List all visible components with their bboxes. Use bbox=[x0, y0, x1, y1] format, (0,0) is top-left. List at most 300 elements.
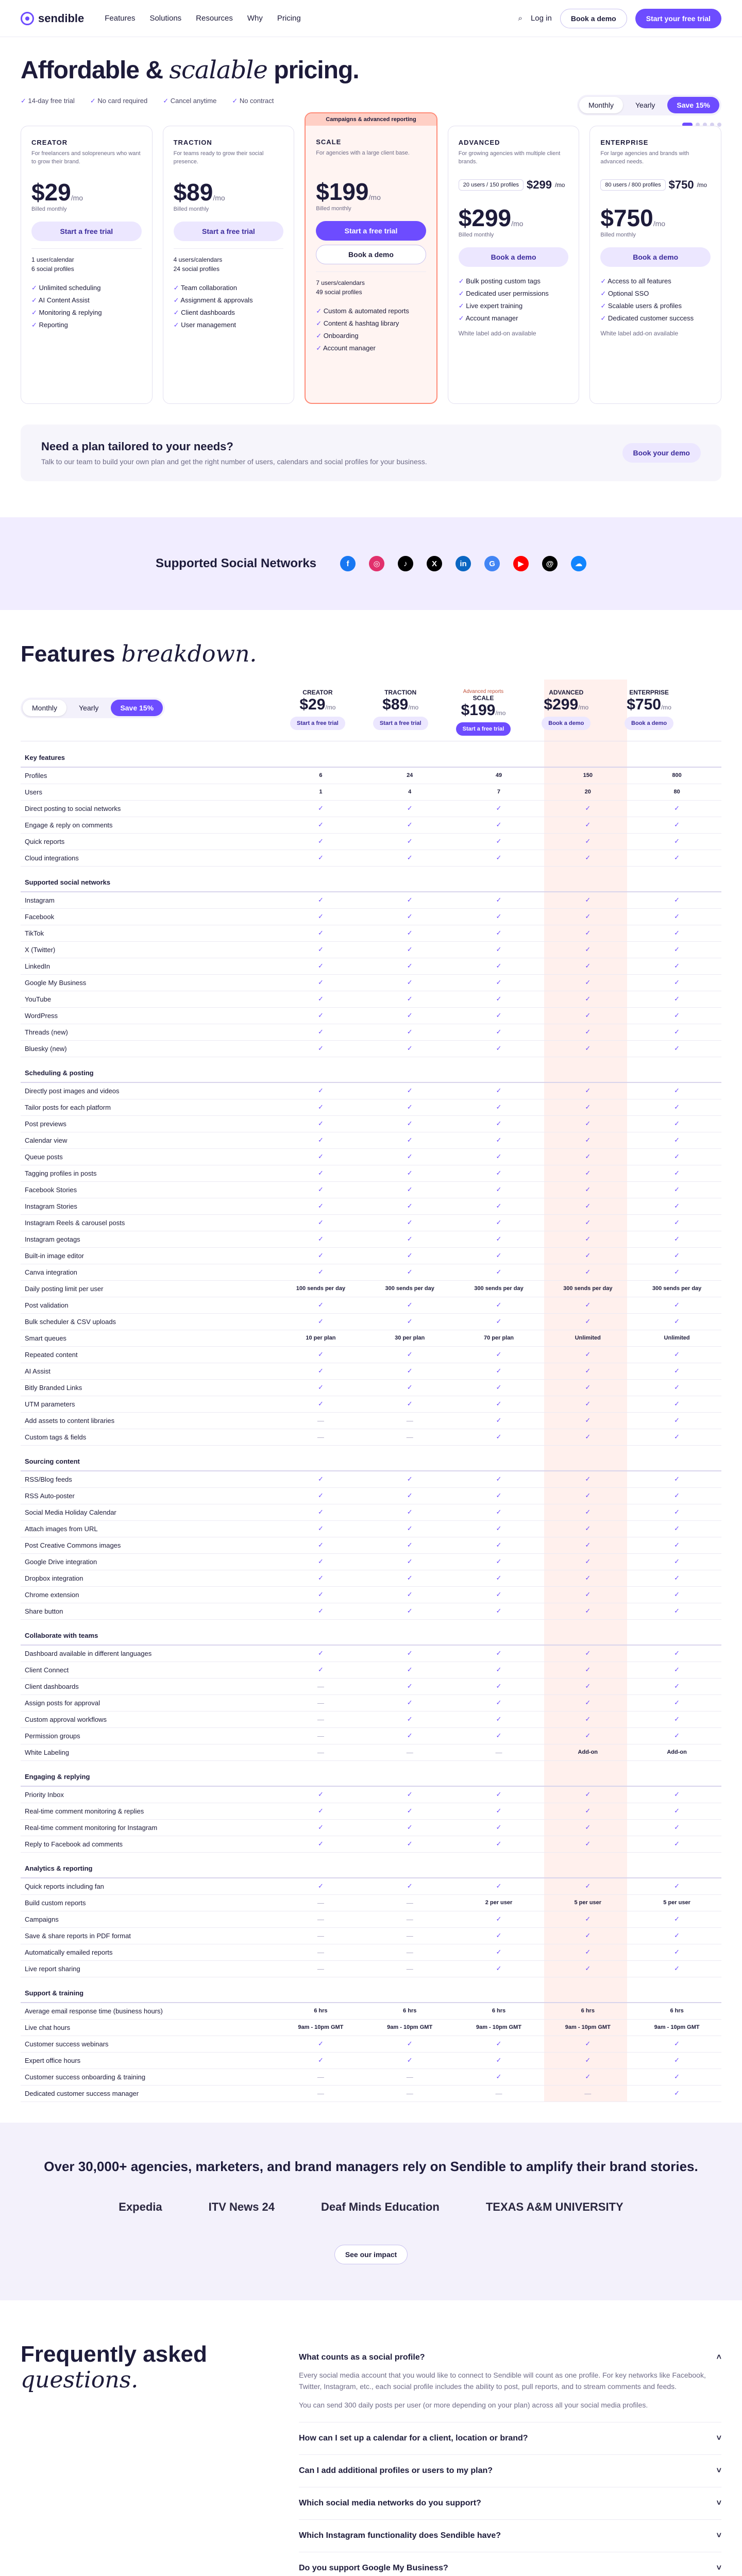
feature-col-name: ADVANCED bbox=[549, 689, 584, 696]
check-icon: ✓ bbox=[276, 1148, 365, 1165]
plan-size-option[interactable]: 20 users / 150 profiles bbox=[459, 179, 524, 191]
check-icon: ✓ bbox=[543, 941, 632, 958]
feature-label: Engage & reply on comments bbox=[21, 817, 276, 833]
table-row bbox=[21, 1346, 721, 1363]
dash-icon: — bbox=[365, 1412, 454, 1429]
price-per: /mo bbox=[511, 219, 524, 228]
feature-label: Tagging profiles in posts bbox=[21, 1165, 276, 1181]
check-icon: ✓ bbox=[454, 1553, 544, 1570]
check-icon: ✓ bbox=[632, 1040, 721, 1057]
check-icon: ✓ bbox=[454, 1927, 544, 1944]
price-value: $750 bbox=[600, 205, 653, 231]
check-icon: ✓ bbox=[276, 1313, 365, 1330]
plan-desc: For teams ready to grow their social presence. bbox=[173, 150, 264, 165]
check-icon: ✓ bbox=[543, 1960, 632, 1977]
check-icon: ✓ bbox=[365, 1662, 454, 1678]
feature-label: Expert office hours bbox=[21, 2052, 276, 2069]
plan-feature: ✓ Client dashboards bbox=[174, 307, 284, 319]
check-icon: ✓ bbox=[365, 1313, 454, 1330]
plan-price bbox=[459, 204, 569, 232]
feature-value: 2 per user bbox=[454, 1894, 544, 1911]
check-icon: ✓ bbox=[365, 991, 454, 1007]
dash-icon: — bbox=[454, 1744, 544, 1760]
check-icon: ✓ bbox=[276, 1181, 365, 1198]
features-section bbox=[0, 641, 742, 2102]
feature-value: 30 per plan bbox=[365, 1330, 454, 1346]
plan-feature: ✓ Assignment & approvals bbox=[174, 294, 284, 307]
plan-tail-note: White label add-on available bbox=[458, 330, 536, 337]
check-icon: ✓ bbox=[276, 1878, 365, 1894]
check-icon: ✓ bbox=[454, 2036, 544, 2052]
brand-logos bbox=[21, 2200, 721, 2214]
plan-card-scale bbox=[305, 112, 437, 404]
plan-limits: 4 users/calendars 24 social profiles bbox=[174, 248, 284, 274]
nav-link-why[interactable]: Why bbox=[247, 14, 263, 23]
check-icon: ✓ bbox=[632, 1214, 721, 1231]
feature-col-cta[interactable]: Start a free trial bbox=[373, 717, 428, 730]
check-icon: ✓ bbox=[632, 1007, 721, 1024]
check-icon: ✓ bbox=[543, 1504, 632, 1520]
check-icon: ✓ bbox=[632, 1694, 721, 1711]
check-icon: ✓ bbox=[543, 2052, 632, 2069]
nav-links bbox=[105, 14, 300, 23]
toggle-yearly[interactable]: Yearly bbox=[635, 101, 655, 109]
plan-price bbox=[600, 204, 711, 232]
feature-label: Bitly Branded Links bbox=[21, 1379, 276, 1396]
plan-name: CREATOR bbox=[31, 139, 68, 146]
check-icon: ✓ bbox=[454, 800, 544, 817]
check-icon: ✓ bbox=[276, 1297, 365, 1313]
check-icon: ✓ bbox=[365, 1247, 454, 1264]
table-row bbox=[21, 1330, 721, 1346]
check-icon: ✓ bbox=[543, 1165, 632, 1181]
faq-item[interactable] bbox=[299, 2520, 721, 2552]
nav-trial-button[interactable]: Start your free trial bbox=[635, 9, 721, 28]
nav-link-features[interactable]: Features bbox=[105, 14, 136, 23]
table-row bbox=[21, 2019, 721, 2036]
nav-demo-button[interactable]: Book a demo bbox=[560, 9, 627, 28]
check-icon: ✓ bbox=[543, 1132, 632, 1148]
plan-price bbox=[316, 178, 426, 206]
dash-icon: — bbox=[276, 1694, 365, 1711]
check-icon: ✓ bbox=[454, 1024, 544, 1040]
check-icon: ✓ bbox=[276, 1247, 365, 1264]
nav-link-solutions[interactable]: Solutions bbox=[149, 14, 182, 23]
check-icon: ✓ bbox=[632, 958, 721, 974]
check-icon: ✓ bbox=[454, 1379, 544, 1396]
feature-label: Custom tags & fields bbox=[21, 1429, 276, 1445]
table-row bbox=[21, 1727, 721, 1744]
feature-label: Users bbox=[21, 784, 276, 800]
feature-col-creator bbox=[276, 689, 359, 736]
check-icon: ✓ bbox=[632, 1231, 721, 1247]
check-icon: ✓ bbox=[276, 1586, 365, 1603]
table-row bbox=[21, 1836, 721, 1852]
check-icon: ✓ bbox=[454, 892, 544, 908]
dash-icon: — bbox=[365, 2085, 454, 2102]
check-icon: ✓ bbox=[365, 1181, 454, 1198]
check-icon: ✓ bbox=[454, 1396, 544, 1412]
feature-label: Dedicated customer success manager bbox=[21, 2085, 276, 2102]
nav-link-resources[interactable]: Resources bbox=[196, 14, 233, 23]
plan-billing: Billed monthly bbox=[173, 206, 209, 212]
nav-link-pricing[interactable]: Pricing bbox=[277, 14, 301, 23]
table-row bbox=[21, 2036, 721, 2052]
feature-label: Save & share reports in PDF format bbox=[21, 1927, 276, 1944]
faq-item[interactable] bbox=[299, 2487, 721, 2520]
table-row bbox=[21, 1165, 721, 1181]
section-title: Supported social networks bbox=[21, 866, 721, 892]
check-icon: ✓ bbox=[365, 892, 454, 908]
check-icon: ✓ bbox=[632, 941, 721, 958]
check-icon: ✓ bbox=[454, 1412, 544, 1429]
logo[interactable] bbox=[21, 12, 84, 25]
plan-size-option[interactable]: 80 users / 800 profiles bbox=[600, 179, 665, 191]
feature-label: White Labeling bbox=[21, 1744, 276, 1760]
plan-demo-button[interactable]: Book a demo bbox=[316, 245, 426, 264]
table-row bbox=[21, 974, 721, 991]
feature-label: Profiles bbox=[21, 767, 276, 784]
check-icon: ✓ bbox=[632, 1819, 721, 1836]
check-icon: ✓ bbox=[454, 1040, 544, 1057]
chevron-down-icon: ˅ bbox=[716, 2563, 721, 2572]
fc-price: $89 bbox=[382, 696, 409, 713]
check-icon: ✓ bbox=[276, 1040, 365, 1057]
check-icon: ✓ bbox=[276, 1165, 365, 1181]
check-icon: ✓ bbox=[276, 1836, 365, 1852]
feature-label: Post previews bbox=[21, 1115, 276, 1132]
feature-label: Customer success onboarding & training bbox=[21, 2069, 276, 2085]
check-icon: ✓ bbox=[365, 1603, 454, 1619]
feature-value: 300 sends per day bbox=[543, 1280, 632, 1297]
plan-cta-button[interactable]: Start a free trial bbox=[174, 222, 284, 241]
check-icon: ✓ bbox=[543, 925, 632, 941]
check-icon: ✓ bbox=[632, 800, 721, 817]
check-icon: ✓ bbox=[543, 1115, 632, 1132]
check-icon: ✓ bbox=[632, 1803, 721, 1819]
check-icon: ✓ bbox=[543, 1099, 632, 1115]
check-icon: ✓ bbox=[632, 1471, 721, 1487]
table-row bbox=[21, 1471, 721, 1487]
check-icon: ✓ bbox=[454, 1645, 544, 1662]
check-icon: ✓ bbox=[276, 1553, 365, 1570]
feature-value: 6 hrs bbox=[276, 2003, 365, 2019]
logo-text: sendible bbox=[38, 11, 85, 25]
plan-desc: For agencies with a large client base. bbox=[316, 150, 410, 156]
plan-features bbox=[174, 282, 284, 331]
hero-check: ✓ 14-day free trial bbox=[21, 97, 75, 105]
table-row bbox=[21, 1148, 721, 1165]
hero-check: ✓ No contract bbox=[232, 97, 274, 105]
plan-cta-button[interactable]: Start a free trial bbox=[316, 221, 426, 241]
feature-label: Calendar view bbox=[21, 1132, 276, 1148]
check-icon: ✓ bbox=[276, 892, 365, 908]
feature-value: 9am - 10pm GMT bbox=[454, 2019, 544, 2036]
check-icon: ✓ bbox=[632, 1297, 721, 1313]
check-icon: ✓ bbox=[632, 1504, 721, 1520]
check-icon: ✓ bbox=[276, 817, 365, 833]
check-icon: ✓ bbox=[632, 1379, 721, 1396]
check-icon: ✓ bbox=[543, 1786, 632, 1803]
plan-feature: ✓ Content & hashtag library bbox=[316, 317, 426, 330]
search-icon[interactable]: ⌕ bbox=[518, 14, 522, 23]
feature-section-header bbox=[21, 1445, 721, 1471]
check-icon: ✓ bbox=[632, 908, 721, 925]
feature-value: 800 bbox=[632, 767, 721, 784]
billing-toggle[interactable] bbox=[577, 95, 721, 115]
feature-col-cta[interactable]: Book a demo bbox=[542, 717, 591, 730]
ft-toggle-yearly[interactable]: Yearly bbox=[79, 703, 99, 712]
check-icon: ✓ bbox=[276, 925, 365, 941]
check-icon: ✓ bbox=[365, 817, 454, 833]
feature-label: AI Assist bbox=[21, 1363, 276, 1379]
faq-list bbox=[299, 2342, 721, 2576]
nav-left bbox=[21, 12, 301, 25]
feature-col-name: SCALE bbox=[473, 694, 494, 702]
check-icon: ✓ bbox=[632, 2069, 721, 2085]
login-link[interactable]: Log in bbox=[530, 14, 552, 23]
check-icon: ✓ bbox=[632, 1786, 721, 1803]
table-row bbox=[21, 833, 721, 850]
features-table bbox=[21, 741, 721, 2102]
check-icon: ✓ bbox=[454, 974, 544, 991]
table-row bbox=[21, 784, 721, 800]
feature-label: X (Twitter) bbox=[21, 941, 276, 958]
check-icon: ✓ bbox=[454, 1878, 544, 1894]
check-icon: ✓ bbox=[543, 1537, 632, 1553]
see-impact-button[interactable]: See our impact bbox=[334, 2245, 408, 2264]
hero-check: ✓ Cancel anytime bbox=[163, 97, 216, 105]
feature-col-price bbox=[442, 702, 525, 719]
check-icon: ✓ bbox=[454, 1115, 544, 1132]
dash-icon: — bbox=[276, 1429, 365, 1445]
check-icon: ✓ bbox=[543, 892, 632, 908]
chevron-down-icon: ˅ bbox=[716, 2531, 721, 2540]
feature-label: Attach images from URL bbox=[21, 1520, 276, 1537]
feature-section-header bbox=[21, 1057, 721, 1082]
faq-question: Which social media networks do you support? bbox=[299, 2498, 481, 2507]
dash-icon: — bbox=[276, 2085, 365, 2102]
top-nav bbox=[0, 0, 742, 37]
feature-value: 9am - 10pm GMT bbox=[276, 2019, 365, 2036]
table-row bbox=[21, 2069, 721, 2085]
feature-col-name: CREATOR bbox=[302, 689, 333, 696]
check-icon: ✓ bbox=[543, 1927, 632, 1944]
check-icon: ✓ bbox=[543, 833, 632, 850]
check-icon: ✓ bbox=[276, 1645, 365, 1662]
check-icon: ✓ bbox=[365, 1379, 454, 1396]
chevron-down-icon: ˅ bbox=[716, 2498, 721, 2507]
check-icon: ✓ bbox=[543, 1181, 632, 1198]
check-icon: ✓ bbox=[365, 1165, 454, 1181]
feature-label: Live chat hours bbox=[21, 2019, 276, 2036]
faq-item[interactable] bbox=[299, 2455, 721, 2487]
plan-feature: ✓ User management bbox=[174, 319, 284, 331]
table-row bbox=[21, 1231, 721, 1247]
feature-section-header bbox=[21, 741, 721, 767]
plan-features bbox=[600, 275, 711, 325]
check-icon: ✓ bbox=[276, 850, 365, 866]
table-row bbox=[21, 1537, 721, 1553]
plan-feature: ✓ Live expert training bbox=[459, 300, 569, 312]
check-icon: ✓ bbox=[276, 1007, 365, 1024]
plan-feature: ✓ Account manager bbox=[459, 312, 569, 325]
feature-label: Live report sharing bbox=[21, 1960, 276, 1977]
dash-icon: — bbox=[276, 1944, 365, 1960]
check-icon: ✓ bbox=[365, 1819, 454, 1836]
feature-value: Unlimited bbox=[632, 1330, 721, 1346]
feature-value: 6 hrs bbox=[632, 2003, 721, 2019]
check-icon: ✓ bbox=[365, 974, 454, 991]
plan-cta-button[interactable]: Book a demo bbox=[459, 247, 569, 267]
plan-cta-button[interactable]: Book a demo bbox=[600, 247, 711, 267]
feature-label: Tailor posts for each platform bbox=[21, 1099, 276, 1115]
dash-icon: — bbox=[276, 1911, 365, 1927]
check-icon: ✓ bbox=[543, 1911, 632, 1927]
ft-toggle-monthly[interactable]: Monthly bbox=[23, 700, 66, 716]
faq-item-open[interactable] bbox=[299, 2342, 721, 2422]
plan-billing: Billed monthly bbox=[31, 206, 67, 212]
plan-name: TRACTION bbox=[173, 139, 212, 146]
feature-col-name: TRACTION bbox=[384, 689, 417, 696]
feature-col-scale bbox=[442, 689, 525, 736]
feature-value: 300 sends per day bbox=[632, 1280, 721, 1297]
network-icon-2: ♪ bbox=[398, 556, 413, 571]
dash-icon: — bbox=[365, 1429, 454, 1445]
feature-col-cta[interactable]: Start a free trial bbox=[290, 717, 345, 730]
check-icon: ✓ bbox=[365, 1553, 454, 1570]
network-icon-6: ▶ bbox=[513, 556, 529, 571]
check-icon: ✓ bbox=[543, 1603, 632, 1619]
table-row bbox=[21, 1678, 721, 1694]
check-icon: ✓ bbox=[365, 1007, 454, 1024]
feature-label: LinkedIn bbox=[21, 958, 276, 974]
check-icon: ✓ bbox=[365, 1727, 454, 1744]
check-icon: ✓ bbox=[365, 2052, 454, 2069]
table-row bbox=[21, 1132, 721, 1148]
check-icon: ✓ bbox=[365, 1586, 454, 1603]
dash-icon: — bbox=[365, 1944, 454, 1960]
check-icon: ✓ bbox=[365, 1803, 454, 1819]
faq-item[interactable] bbox=[299, 2422, 721, 2455]
network-icon-5: G bbox=[484, 556, 500, 571]
features-toggle[interactable] bbox=[21, 698, 276, 718]
check-icon: ✓ bbox=[543, 1694, 632, 1711]
plan-size-select[interactable] bbox=[459, 178, 569, 192]
faq-question: Do you support Google My Business? bbox=[299, 2563, 448, 2572]
check-icon: ✓ bbox=[632, 1836, 721, 1852]
faq-question: Can I add additional profiles or users to my plan? bbox=[299, 2466, 493, 2475]
brand-logo: Expedia bbox=[119, 2200, 162, 2213]
table-row bbox=[21, 1280, 721, 1297]
check-icon: ✓ bbox=[276, 1132, 365, 1148]
feature-col-cta[interactable]: Start a free trial bbox=[456, 722, 511, 736]
dash-icon: — bbox=[365, 1960, 454, 1977]
plan-cta-button[interactable]: Start a free trial bbox=[31, 222, 142, 241]
check-icon: ✓ bbox=[632, 925, 721, 941]
plan-feature: ✓ Dedicated user permissions bbox=[459, 287, 569, 300]
network-icon-7: @ bbox=[542, 556, 558, 571]
tailored-demo-button[interactable]: Book your demo bbox=[622, 443, 701, 463]
check-icon: ✓ bbox=[543, 817, 632, 833]
check-icon: ✓ bbox=[632, 1878, 721, 1894]
faq-item[interactable] bbox=[299, 2552, 721, 2576]
chevron-down-icon: ˅ bbox=[716, 2466, 721, 2475]
check-icon: ✓ bbox=[454, 1007, 544, 1024]
dash-icon: — bbox=[276, 2069, 365, 2085]
check-icon: ✓ bbox=[543, 1586, 632, 1603]
plan-billing: Billed monthly bbox=[600, 232, 636, 238]
check-icon: ✓ bbox=[632, 1181, 721, 1198]
check-icon: ✓ bbox=[632, 1603, 721, 1619]
feature-section-header bbox=[21, 1977, 721, 2003]
feature-label: Canva integration bbox=[21, 1264, 276, 1280]
network-icon-3: X bbox=[427, 556, 442, 571]
toggle-monthly[interactable]: Monthly bbox=[579, 97, 623, 113]
check-icon: ✓ bbox=[454, 1214, 544, 1231]
feature-label: Chrome extension bbox=[21, 1586, 276, 1603]
check-icon: ✓ bbox=[454, 1247, 544, 1264]
check-icon: ✓ bbox=[632, 1396, 721, 1412]
check-icon: ✓ bbox=[454, 1264, 544, 1280]
plan-name: SCALE bbox=[316, 138, 342, 146]
feature-value: 9am - 10pm GMT bbox=[543, 2019, 632, 2036]
faq-section bbox=[0, 2300, 742, 2576]
network-icon-4: in bbox=[456, 556, 471, 571]
check-icon: ✓ bbox=[543, 1231, 632, 1247]
check-icon: ✓ bbox=[543, 908, 632, 925]
plan-features bbox=[316, 305, 426, 354]
check-icon: ✓ bbox=[543, 1520, 632, 1537]
check-icon: ✓ bbox=[454, 941, 544, 958]
check-icon: ✓ bbox=[632, 817, 721, 833]
advanced-reports-label: Advanced reports bbox=[463, 689, 504, 694]
check-icon: ✓ bbox=[632, 1412, 721, 1429]
check-icon: ✓ bbox=[365, 1487, 454, 1504]
check-icon: ✓ bbox=[276, 908, 365, 925]
feature-label: Daily posting limit per user bbox=[21, 1280, 276, 1297]
section-title: Key features bbox=[21, 741, 721, 767]
tailored-body: Talk to our team to build your own plan and get the right number of users, calendars and social profiles for your business. bbox=[41, 457, 427, 466]
table-row bbox=[21, 1313, 721, 1330]
plan-size-select[interactable] bbox=[600, 178, 711, 192]
plan-desc: For growing agencies with multiple client brands. bbox=[458, 150, 561, 165]
check-icon: ✓ bbox=[454, 1537, 544, 1553]
check-icon: ✓ bbox=[543, 1412, 632, 1429]
check-icon: ✓ bbox=[454, 1694, 544, 1711]
feature-label: Instagram bbox=[21, 892, 276, 908]
check-icon: ✓ bbox=[365, 1878, 454, 1894]
check-icon: ✓ bbox=[365, 1264, 454, 1280]
price-per: /mo bbox=[71, 194, 83, 202]
plan-features bbox=[459, 275, 569, 325]
check-icon: ✓ bbox=[276, 1198, 365, 1214]
plan-feature: ✓ Team collaboration bbox=[174, 282, 284, 294]
feature-col-enterprise bbox=[608, 689, 690, 736]
check-icon: ✓ bbox=[365, 958, 454, 974]
feature-label: Customer success webinars bbox=[21, 2036, 276, 2052]
table-row bbox=[21, 1711, 721, 1727]
check-icon: ✓ bbox=[543, 1487, 632, 1504]
check-icon: ✓ bbox=[543, 1570, 632, 1586]
page-title: Affordable & scalable pricing. bbox=[21, 56, 359, 84]
check-icon: ✓ bbox=[632, 1148, 721, 1165]
check-icon: ✓ bbox=[365, 800, 454, 817]
dash-icon: — bbox=[365, 1894, 454, 1911]
check-icon: ✓ bbox=[276, 958, 365, 974]
feature-col-cta[interactable]: Book a demo bbox=[625, 717, 673, 730]
check-icon: ✓ bbox=[276, 1396, 365, 1412]
